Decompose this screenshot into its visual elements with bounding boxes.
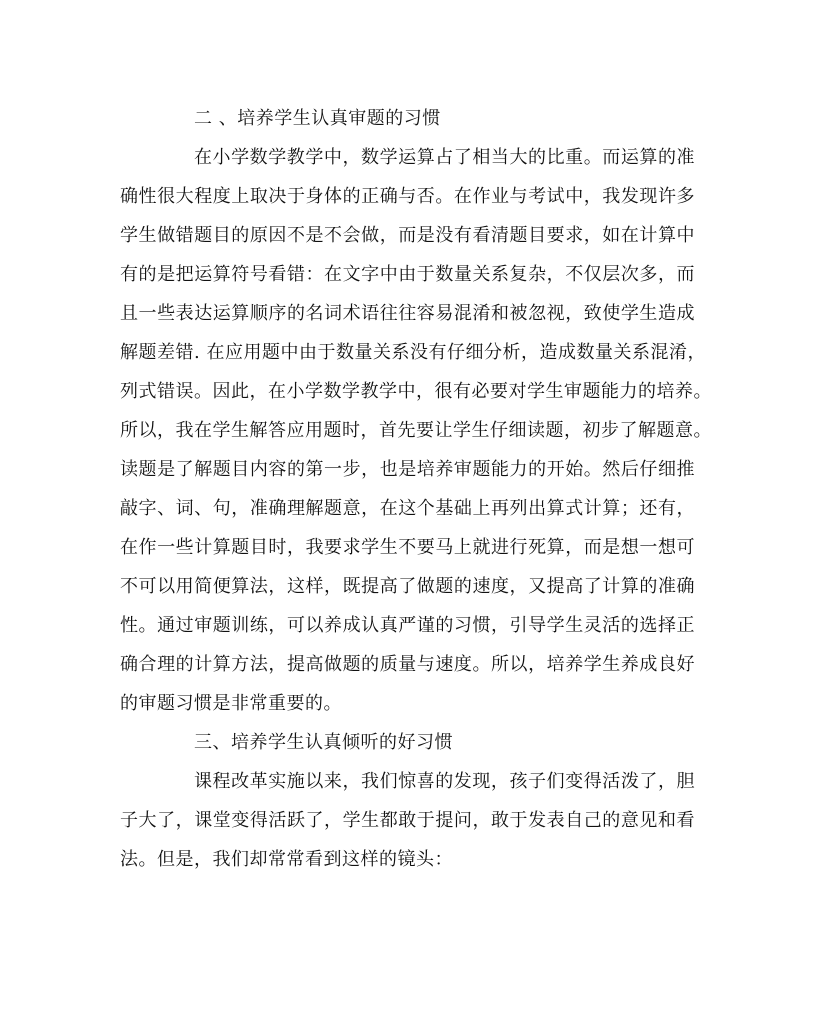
paragraph-line: 课程改革实施以来，我们惊喜的发现，孩子们变得活泼了，胆 [194,771,695,792]
paragraph-line: 解题差错. 在应用题中由于数量关系没有仔细分析，造成数量关系混淆， [120,342,706,363]
paragraph-line: 子大了，课堂变得活跃了，学生都敢于提问，敢于发表自己的意见和看 [120,810,695,831]
paragraph-line: 且一些表达运算顺序的名词术语往往容易混淆和被忽视，致使学生造成 [120,303,695,324]
paragraph-line: 敲字、词、句，准确理解题意，在这个基础上再列出算式计算；还有， [120,498,695,519]
paragraph-line: 有的是把运算符号看错：在文字中由于数量关系复杂，不仅层次多，而 [120,264,695,285]
paragraph-line: 所以，我在学生解答应用题时，首先要让学生仔细读题，初步了解题意。 [120,420,712,441]
paragraph-line: 在小学数学教学中，数学运算占了相当大的比重。而运算的准 [194,147,695,168]
paragraph-line: 性。通过审题训练，可以养成认真严谨的习惯，引导学生灵活的选择正 [120,615,695,636]
paragraph-line: 列式错误。因此，在小学数学教学中，很有必要对学生审题能力的培养。 [120,381,712,402]
paragraph-line: 学生做错题目的原因不是不会做，而是没有看清题目要求，如在计算中 [120,225,695,246]
section-heading-3: 三、培养学生认真倾听的好习惯 [194,732,453,753]
paragraph-line: 读题是了解题目内容的第一步，也是培养审题能力的开始。然后仔细推 [120,459,695,480]
paragraph-line: 确合理的计算方法，提高做题的质量与速度。所以，培养学生养成良好 [120,654,695,675]
paragraph-line-last: 的审题习惯是非常重要的。 [120,693,342,714]
paragraph-line: 确性很大程度上取决于身体的正确与否。在作业与考试中，我发现许多 [120,186,695,207]
paragraph-line: 不可以用简便算法，这样，既提高了做题的速度，又提高了计算的准确 [120,576,695,597]
section-heading-2: 二 、培养学生认真审题的习惯 [194,108,441,129]
paragraph-line-last: 法。但是，我们却常常看到这样的镜头： [120,849,453,870]
paragraph-line: 在作一些计算题目时，我要求学生不要马上就进行死算，而是想一想可 [120,537,695,558]
